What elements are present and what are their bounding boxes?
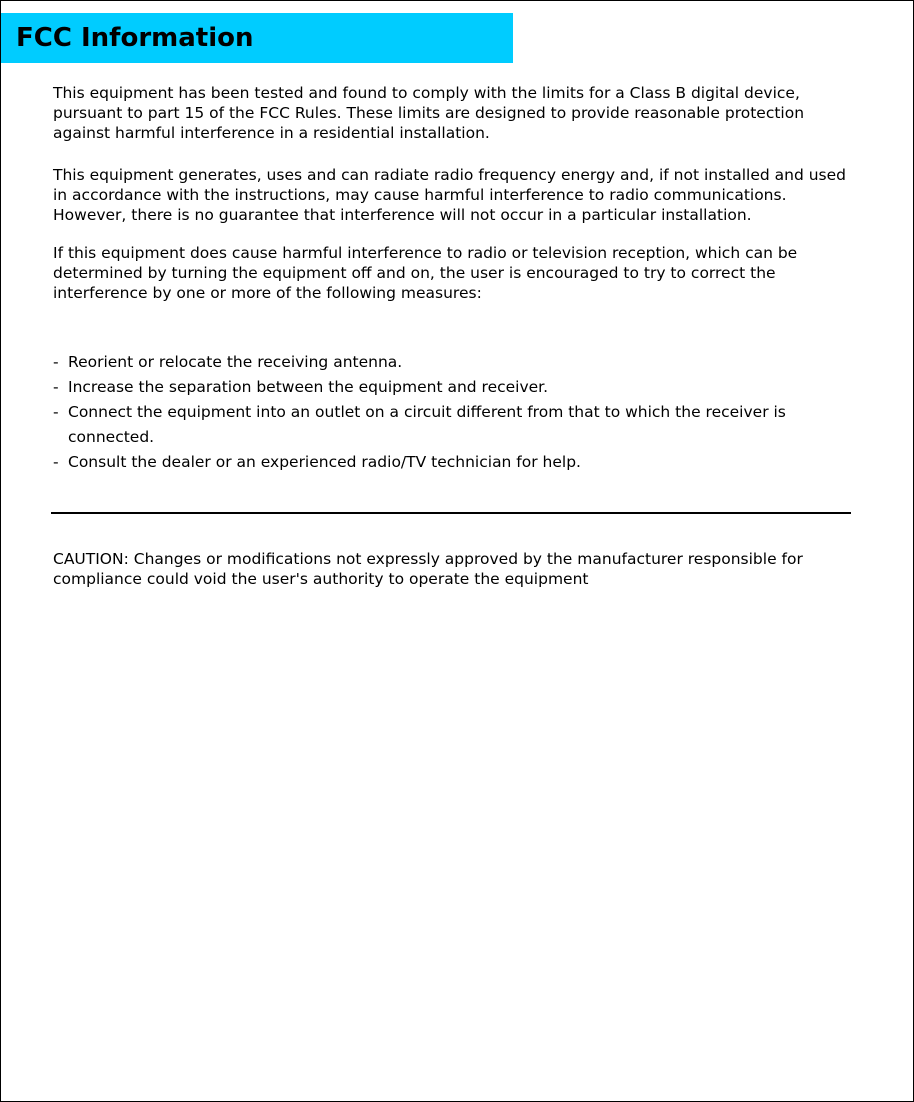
dash-bullet: - — [53, 378, 64, 396]
measure-text: Connect the equipment into an outlet on a circuit different from that to which the receiver is connected. — [68, 403, 786, 446]
dash-bullet: - — [53, 403, 64, 421]
dash-bullet: - — [53, 453, 64, 471]
list-item — [53, 375, 853, 400]
compliance-paragraph: This equipment has been tested and found to comply with the limits for a Class B digital device, pursuant to part 15 of the FCC Rules. These limits are designed to provide reasonable protection against harmful interference in a residential installation. — [53, 84, 805, 142]
page-title: FCC Information — [16, 23, 254, 53]
dash-bullet: - — [53, 353, 64, 371]
header-bar — [1, 13, 513, 63]
measures-list — [53, 350, 853, 475]
list-item — [53, 350, 853, 375]
measure-text: Reorient or relocate the receiving antenna. — [68, 353, 403, 371]
measures-intro-paragraph: If this equipment does cause harmful interference to radio or television reception, which can be determined by turning the equipment off and on, the user is encouraged to try to correct the interference by one or more of the following measures: — [53, 244, 798, 302]
measure-text: Consult the dealer or an experienced radio/TV technician for help. — [68, 453, 581, 471]
list-item — [53, 400, 853, 450]
caution-notice: CAUTION: Changes or modifications not expressly approved by the manufacturer responsible for compliance could void the user's authority to operate the equipment — [53, 550, 803, 588]
interference-paragraph: This equipment generates, uses and can radiate radio frequency energy and, if not installed and used in accordance with the instructions, may cause harmful interference to radio communications. However, there is no guarantee that interference will not occur in a particular installation. — [53, 166, 847, 224]
list-item — [53, 450, 853, 475]
measure-text: Increase the separation between the equipment and receiver. — [68, 378, 549, 396]
section-divider — [51, 512, 851, 514]
